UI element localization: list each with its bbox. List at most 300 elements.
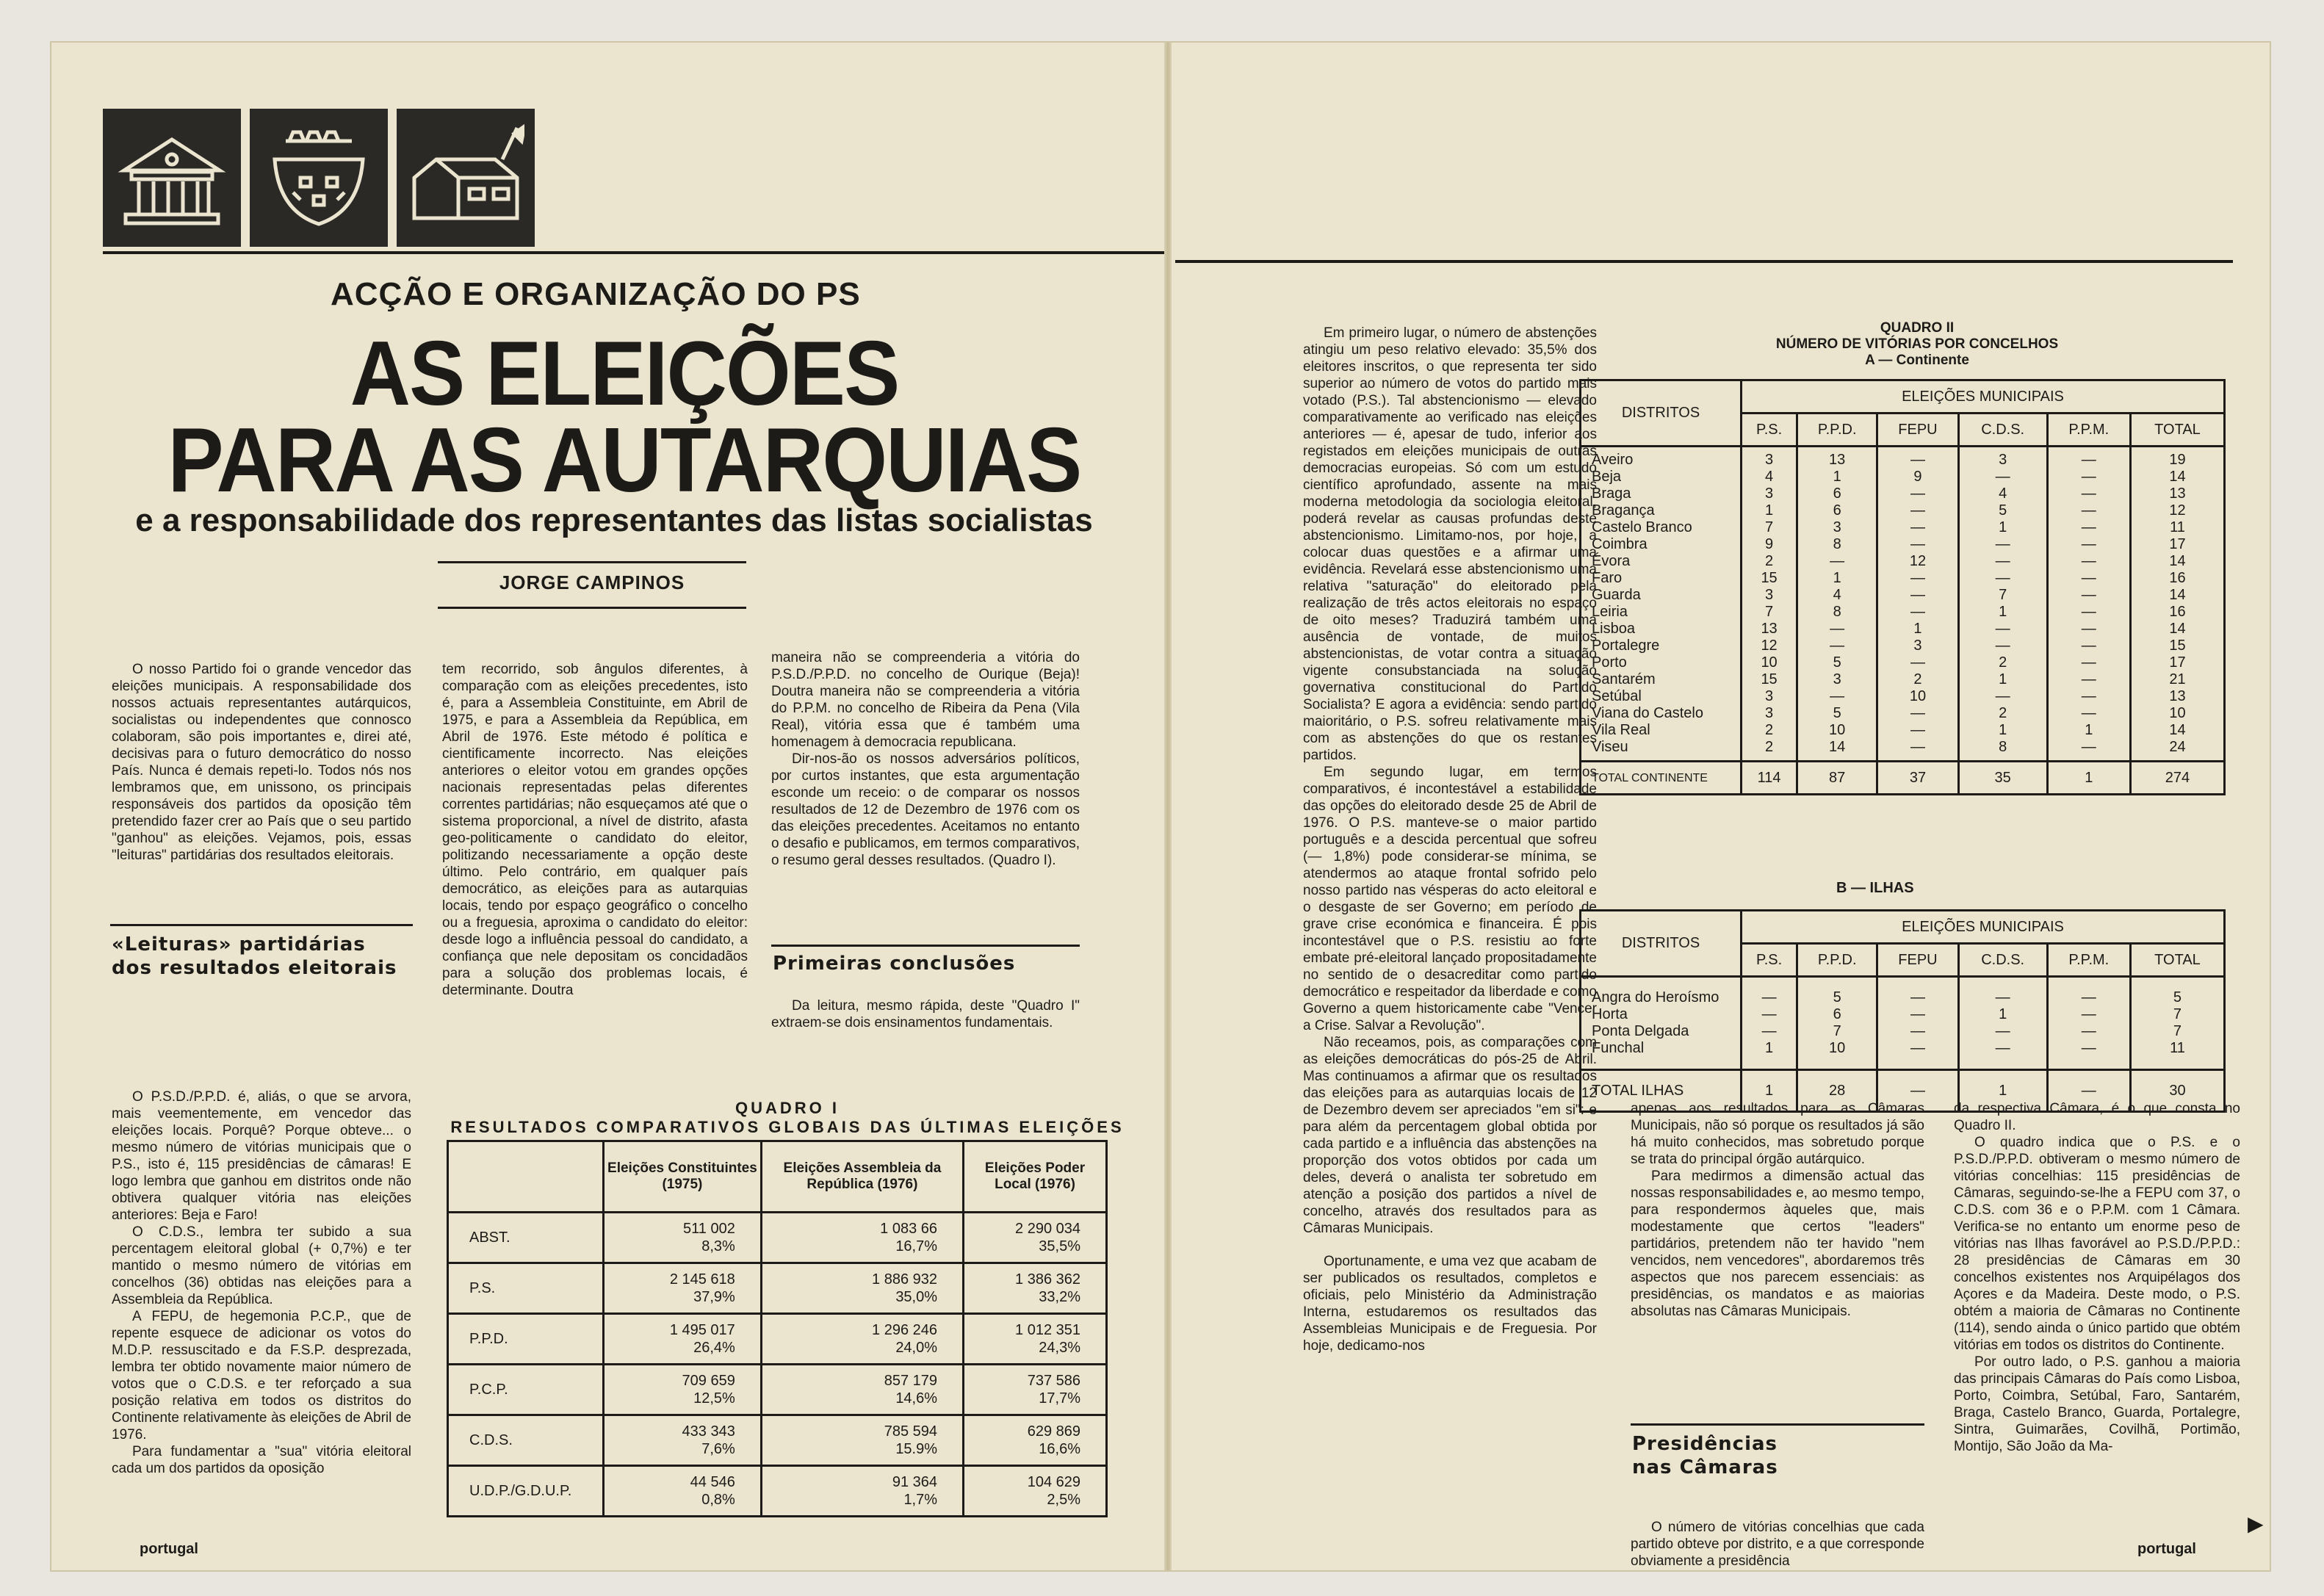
cell-percent: 33,2% (1039, 1289, 1080, 1305)
table-cell: — (1995, 1040, 2010, 1056)
table-cell: Vila Real (1592, 722, 1650, 738)
cell-percent: 24,3% (1039, 1340, 1080, 1356)
table-header: Eleições Assembleia da República (1976) (761, 1141, 963, 1213)
paragraph: Não receamos, pois, as comparações com as eleições democráticas do pós-25 de Abril. Mas continuamos a afirmar que os resultados das eleições para as autarquias locais de 12 de Dezembro devem ser apreciados "em si": e para além da percentagem global obtida por cada partido e a influência das abstenções na proporção dos votos obtidos por cada um deles, deverá o analista ter sobretudo em atenção a posição dos partidos a nível de concelho, através dos resultados para as Câmaras Municipais. (1303, 1035, 1597, 1236)
table-cell: 1 (1833, 469, 1841, 485)
table-row (448, 1466, 1107, 1517)
table-cell: Angra do Heroísmo (1592, 989, 1719, 1005)
subhead-line: Presidências (1632, 1433, 1778, 1455)
district-list (1581, 447, 1742, 762)
table-cell: 1 (1833, 570, 1841, 586)
table-cell: 4 (1765, 469, 1774, 485)
table-cell: — (1761, 1006, 1777, 1022)
table-cell: 1 (1913, 621, 1922, 637)
article-column-5 (1631, 1100, 1924, 1320)
table-cell: 6 (1833, 485, 1841, 502)
table-cell: — (1910, 502, 1925, 519)
table-cell: — (2081, 671, 2096, 687)
cell-votes: 629 869 (1027, 1423, 1080, 1440)
article-column-3b (771, 997, 1080, 1031)
paragraph: Dir-nos-ão os nossos adversários políticos, por curtos instantes, que esta argumentação esconde um receio: o de comparar os nossos resultados de 12 de Dezembro de 1976 com os das eleições precedentes. Aceitamos no entanto o desafio e publicamos, em termos comparativos, o resumo geral desses resultados. (Quadro I). (771, 751, 1080, 868)
subhead-leituras (112, 933, 397, 980)
table-cell: 5 (2173, 989, 2182, 1005)
table-total-row (1581, 1070, 2225, 1112)
table-cell: — (2081, 989, 2096, 1005)
table-row (448, 1415, 1107, 1466)
table-cell: 5 (1999, 502, 2007, 519)
right-page (1168, 43, 2270, 1570)
table-cell: — (2081, 519, 2096, 535)
table-cell: 7 (1999, 587, 2007, 603)
table-row (448, 1263, 1107, 1314)
table-cell (964, 1415, 1107, 1466)
table-cell: — (2081, 654, 2096, 671)
table-cell: 1 (1765, 502, 1774, 519)
cell-percent: 16,7% (895, 1238, 938, 1254)
table-header: P.P.D. (1797, 944, 1877, 977)
table-cell: Castelo Branco (1592, 519, 1692, 535)
table-cell: 7 (2173, 1006, 2182, 1022)
cell-votes: 2 290 034 (1015, 1221, 1080, 1237)
table-cell: 7 (1765, 519, 1774, 535)
table-cell: 10 (1761, 654, 1778, 671)
column-values (1797, 447, 1877, 762)
table-cell (761, 1314, 963, 1365)
cell-percent: 26,4% (693, 1340, 735, 1356)
table-cell: — (2081, 485, 2096, 502)
table-header-row (1581, 380, 2225, 414)
table-title-line: RESULTADOS COMPARATIVOS GLOBAIS DAS ÚLTIMAS ELEIÇÕES (450, 1118, 1125, 1136)
row-label: P.P.D. (448, 1314, 604, 1365)
table-cell (964, 1314, 1107, 1365)
table-cell: 3 (1833, 519, 1841, 535)
table-cell: 1 (1999, 519, 2007, 535)
column-values (1742, 977, 1797, 1070)
cell-percent: 8,3% (701, 1238, 735, 1254)
table-cell (604, 1466, 762, 1517)
table-cell: Coimbra (1592, 536, 1648, 552)
table-title-line: A — Continente (1865, 353, 1969, 368)
cell-percent: 37,9% (693, 1289, 735, 1305)
cell-votes: 1 012 351 (1015, 1322, 1080, 1338)
table-row (1581, 977, 2225, 1070)
table-cell: 13 (2169, 485, 2186, 502)
cell-percent: 17,7% (1039, 1390, 1080, 1407)
table-cell: 9 (1913, 469, 1922, 485)
folio-right: portugal (2137, 1541, 2196, 1557)
total-cell: 87 (1797, 762, 1877, 795)
paragraph: Em segundo lugar, em termos comparativos, é incontestável a estabilidade das opções do eleitorado desde 25 de Abril de 1976. O P.S. manteve-se o maior partido português e a descida percentual que sofreu (— 1,8%) pode considerar-se mínima, se atendermos ao ataque frontal sofrido pelo nosso partido nas vésperas do acto eleitoral e o desgaste de ser Governo; em período de grave crise económica e financeira. É pois incontestável que o P.S. resistiu ao forte embate pré-eleitoral lançado propositadamente no sentido de o desacreditar como partido democrático e respeitador da liberdade e como Governo a quem historicamente cabe "Vencer a Crise. Salvar a Revolução". (1303, 765, 1597, 1033)
column-values (1958, 447, 2047, 762)
table-cell: 19 (2169, 452, 2186, 468)
article-column-5b (1631, 1519, 1924, 1570)
article-column-2 (442, 661, 748, 999)
district-list (1581, 977, 1742, 1070)
table-cell: 10 (1829, 1040, 1846, 1056)
cell-votes: 737 586 (1027, 1373, 1080, 1389)
paragraph: da respectiva Câmara, é o que consta no Quadro II. (1954, 1101, 2240, 1133)
article-column-1b (112, 1088, 411, 1477)
total-cell: 1 (1958, 1070, 2047, 1112)
table-cell: 16 (2169, 570, 2186, 586)
table-header: Eleições Constituintes (1975) (604, 1141, 762, 1213)
table-cell: — (1910, 705, 1925, 721)
cell-votes: 1 886 932 (872, 1271, 938, 1288)
table-cell: Santarém (1592, 671, 1656, 687)
table-cell: 1 (1765, 1040, 1774, 1056)
table-cell: Ponta Delgada (1592, 1023, 1689, 1039)
table-header: Eleições Poder Local (1976) (964, 1141, 1107, 1213)
table-cell: — (1995, 1023, 2010, 1039)
cell-votes: 511 002 (683, 1221, 735, 1237)
table-cell: 2 (1765, 739, 1774, 755)
table-header (448, 1141, 604, 1213)
table-cell: 14 (2169, 587, 2186, 603)
table-cell: 10 (2169, 705, 2186, 721)
paragraph: Para medirmos a dimensão actual das nossas responsabilidades e, ao mesmo tempo, para respondermos àqueles que, mais modestamente que certos "leaders" partidários, pretendem não ter havido "nem vencidos, nem vencedores", abordaremos três aspectos que nos parecem essenciais: as presidências, os mandatos e as maiorias absolutas nas Câmaras Municipais. (1631, 1169, 1924, 1319)
column-values (2047, 977, 2130, 1070)
table-title-line: NÚMERO DE VITÓRIAS POR CONCELHOS (1775, 336, 2059, 352)
total-cell: 114 (1742, 762, 1797, 795)
paragraph: A FEPU, de hegemonia P.C.P., que de repente esquece de adicionar os votos do M.D.P. ressuscitado e da F.S.P. desprezada, lembra ter obtido novamente maior número de votos que o C.D.S. e ter reforçado a sua posição relativa em todos os distritos do Continente relativamente às eleições de Abril de 1976. (112, 1309, 411, 1442)
table-cell: 14 (2169, 553, 2186, 569)
table-row (1581, 447, 2225, 762)
total-cell: 1 (2047, 762, 2130, 795)
cell-percent: 14,6% (895, 1390, 938, 1407)
table-cell: 7 (1765, 604, 1774, 620)
table-cell (604, 1365, 762, 1415)
headline-line-2: PARA AS AUTARQUIAS (167, 410, 1081, 511)
table-cell: Beja (1592, 469, 1622, 485)
cell-percent: 35,0% (895, 1289, 938, 1305)
subhead-rule (1631, 1423, 1924, 1426)
table-cell (761, 1415, 963, 1466)
table-cell: Braga (1592, 485, 1631, 502)
table-cell: 6 (1833, 502, 1841, 519)
paragraph: apenas aos resultados para as Câmaras Municipais, não só porque os resultados já são há muito conhecidos, mas sobretudo porque se trata do principal órgão autárquico. (1631, 1101, 1924, 1167)
table-cell: 9 (1765, 536, 1774, 552)
table-cell: 5 (1833, 654, 1841, 671)
subhead-primeiras: Primeiras conclusões (773, 953, 1016, 975)
table-cell: 21 (2169, 671, 2186, 687)
table-cell: 12 (2169, 502, 2186, 519)
cell-percent: 35,5% (1039, 1238, 1080, 1254)
total-cell: 28 (1797, 1070, 1877, 1112)
table-cell: 4 (1833, 587, 1841, 603)
table-cell: 12 (1761, 638, 1778, 654)
cell-percent: 2,5% (1047, 1492, 1080, 1508)
table-cell: — (1830, 638, 1845, 654)
table-cell: — (1995, 553, 2010, 569)
table-cell: — (1910, 1023, 1925, 1039)
table-cell: 12 (1909, 553, 1927, 569)
table-cell (761, 1466, 963, 1517)
table-cell: — (1830, 621, 1845, 637)
quadro-1-table (447, 1140, 1108, 1517)
table-cell: 1 (1999, 722, 2007, 738)
column-values (1742, 447, 1797, 762)
table-cell: 2 (1765, 722, 1774, 738)
table-cell: — (2081, 604, 2096, 620)
subhead-line: nas Câmaras (1632, 1456, 1778, 1478)
column-values (2130, 977, 2224, 1070)
table-cell: 17 (2169, 536, 2186, 552)
paragraph: Da leitura, mesmo rápida, deste "Quadro I" extraem-se dois ensinamentos fundamentais. (771, 998, 1080, 1030)
cell-votes: 709 659 (682, 1373, 735, 1389)
newspaper-spread (51, 43, 2270, 1570)
subhead-rule (110, 924, 413, 926)
table-header: FEPU (1877, 944, 1958, 977)
table-row (448, 1213, 1107, 1263)
cell-percent: 16,6% (1039, 1441, 1080, 1457)
byline: JORGE CAMPINOS (499, 571, 685, 593)
total-cell: 1 (1742, 1070, 1797, 1112)
cell-percent: 15.9% (895, 1441, 938, 1457)
table-cell: — (1910, 485, 1925, 502)
table-cell: — (1761, 1023, 1777, 1039)
table-header: C.D.S. (1958, 944, 2047, 977)
table-header: C.D.S. (1958, 414, 2047, 447)
kicker: ACÇÃO E ORGANIZAÇÃO DO PS (331, 276, 861, 312)
table-cell: Évora (1592, 553, 1631, 569)
paragraph: Por outro lado, o P.S. ganhou a maioria das principais Câmaras do País como Lisboa, Porto, Coimbra, Setúbal, Faro, Santarém, Braga, Castelo Branco, Guarda, Portalegre, Sintra, Guimarães, Covilhã, Portimão, Montijo, São João da Ma- (1954, 1354, 2240, 1454)
paragraph: Para fundamentar a "sua" vitória eleitoral cada um dos partidos da oposição (112, 1444, 411, 1476)
byline-rule-top (438, 561, 746, 563)
continue-arrow-icon: ▶ (2248, 1512, 2264, 1535)
article-column-6 (1954, 1100, 2240, 1455)
paragraph: O quadro indica que o P.S. e o P.S.D./P.P.D. obtiveram o mesmo número de vitórias concelhias: 115 presidências de Câmaras, seguindo-se-lhe a FEPU com 37, o C.D.S. com 36 e o P.P.M. com 1 Câmara. Verifica-se no entanto um enorme peso de vitórias nas Ilhas favorável ao P.S.D./P.P.D.: 28 presidências de Câmaras em 30 concelhos existentes nos Arquipélagos dos Açores e da Madeira. Deste modo, o P.S. obtém a maioria de Câmaras no Continente (114), sendo ainda o único partido que obtém vitórias em todos os distritos do Continente. (1954, 1135, 2240, 1353)
table-cell: Portalegre (1592, 638, 1660, 654)
cell-votes: 1 296 246 (872, 1322, 938, 1338)
table-cell: — (1995, 621, 2010, 637)
table-cell: 11 (2170, 1040, 2185, 1056)
table-header: DISTRITOS (1581, 380, 1742, 447)
total-label: TOTAL ILHAS (1581, 1070, 1742, 1112)
subhead-rule (771, 945, 1080, 947)
table-cell: 3 (1765, 485, 1774, 502)
table-header-row (448, 1141, 1107, 1213)
table-cell: — (2081, 1040, 2096, 1056)
table-cell: — (1910, 536, 1925, 552)
table-cell: — (1995, 638, 2010, 654)
table-cell: — (1995, 989, 2010, 1005)
table-cell: Aveiro (1592, 452, 1634, 468)
column-values (1797, 977, 1877, 1070)
table-cell: 10 (1909, 688, 1927, 704)
table-cell: 5 (1833, 705, 1841, 721)
table-cell: 14 (1829, 739, 1846, 755)
table-cell (761, 1213, 963, 1263)
table-row (448, 1365, 1107, 1415)
row-label: ABST. (448, 1213, 604, 1263)
table-cell: 11 (2170, 519, 2185, 535)
quadro-2a-table (1579, 379, 2226, 795)
table-cell: — (2081, 739, 2096, 755)
paragraph: maneira não se compreenderia a vitória do P.S.D./P.P.D. no concelho de Ourique (Beja)! Doutra maneira não se compreenderia a vitória do P.P.M. no concelho de Ribeira da Pena (Vila Real), vitória essa que é também uma homenagem à democracia republicana. (771, 650, 1080, 750)
table-row (448, 1314, 1107, 1365)
cell-votes: 785 594 (884, 1423, 938, 1440)
table-cell: 10 (1829, 722, 1846, 738)
table-cell: — (2081, 621, 2096, 637)
column-values (1877, 447, 1958, 762)
table-cell: — (1910, 452, 1925, 468)
table-cell: — (1910, 1006, 1925, 1022)
column-values (2047, 447, 2130, 762)
subtitle: e a responsabilidade dos representantes das listas socialistas (135, 502, 1093, 538)
table-cell: 24 (2169, 739, 2186, 755)
table-cell: — (1995, 688, 2010, 704)
table-cell: 3 (1765, 688, 1774, 704)
row-label: U.D.P./G.D.U.P. (448, 1466, 604, 1517)
table-cell: Bragança (1592, 502, 1655, 519)
table-cell: 13 (2169, 688, 2186, 704)
table-cell: — (2081, 638, 2096, 654)
table-cell: 3 (1765, 452, 1774, 468)
subhead-line: «Leituras» partidárias (112, 934, 366, 956)
table-header: FEPU (1877, 414, 1958, 447)
table-header: P.P.M. (2047, 944, 2130, 977)
cell-votes: 857 179 (884, 1373, 938, 1389)
table-cell: — (1910, 989, 1925, 1005)
table-cell: — (1910, 604, 1925, 620)
cell-percent: 24,0% (895, 1340, 938, 1356)
table-cell: 2 (1999, 705, 2007, 721)
article-column-3 (771, 649, 1080, 869)
table-cell: — (1910, 570, 1925, 586)
table-cell: 5 (1833, 989, 1841, 1005)
table-cell: 1 (2085, 722, 2093, 738)
table-header: TOTAL (2130, 414, 2224, 447)
paragraph: O número de vitórias concelhias que cada partido obteve por distrito, e a que corresponde obviamente a presidência (1631, 1520, 1924, 1569)
table-cell: 13 (1829, 452, 1846, 468)
table-cell: Porto (1592, 654, 1627, 671)
total-label: TOTAL CONTINENTE (1581, 762, 1742, 795)
total-cell: 35 (1958, 762, 2047, 795)
quadro-2b-title: B — ILHAS (1836, 880, 1914, 896)
article-column-1 (112, 661, 411, 864)
subhead-presidencias (1632, 1432, 1778, 1479)
cell-votes: 433 343 (682, 1423, 735, 1440)
table-header: P.P.M. (2047, 414, 2130, 447)
table-cell: — (2081, 705, 2096, 721)
table-cell: Leiria (1592, 604, 1628, 620)
folio-left: portugal (140, 1541, 198, 1557)
table-cell: — (1995, 536, 2010, 552)
table-cell: 7 (2173, 1023, 2182, 1039)
cell-votes: 44 546 (690, 1474, 735, 1490)
headline-line-1: AS ELEIÇÕES (350, 323, 899, 425)
table-title-line: QUADRO I (735, 1099, 840, 1117)
total-cell: 30 (2130, 1070, 2224, 1112)
table-cell: 3 (1765, 587, 1774, 603)
headline (165, 323, 1083, 511)
table-cell: 2 (1765, 553, 1774, 569)
byline-rule-bottom (438, 607, 746, 609)
total-cell: — (1877, 1070, 1958, 1112)
table-cell: 2 (1999, 654, 2007, 671)
table-cell: — (2081, 502, 2096, 519)
paragraph: Oportunamente, e uma vez que acabam de ser publicados os resultados, completos e oficiais, pelo Ministério da Administração Interna, estudaremos os resultados das Assembleias Municipais e de Freguesia. Por hoje, dedicamo-nos (1303, 1254, 1597, 1354)
paragraph: Em primeiro lugar, o número de abstenções atingiu um peso relativo elevado: 35,5% dos eleitores inscritos, o que representa ter sido superior ao número de votos do partido mais votado (P.S.). Tal abstencionismo — elevado comparativamente ao verificado nas eleições anteriores — é, apesar de tudo, inferior aos registados em eleições municipais de outras democracias europeias. Só com um estudo científico aprofundado, assente na mais moderna metodologia da sociologia eleitoral, poderá revelar as causas profundas deste abstencionismo. Limitamo-nos, por hoje, a colocar duas questões e a afirmar uma evidência. Revelará esse abstencionismo uma relativa "saturação" do eleitorado pela realização de três actos eleitorais no espaço de oito meses? Traduzirá também uma ausência de vontade, de muitos abstencionistas, de votar contra a situação vigente consubstanciada na solução governativa constitucional do Partido Socialista? E agora a evidência: sendo partido maioritário, o P.S. sofreu relativamente mais com as abstenções do que os restantes partidos. (1303, 325, 1597, 763)
table-cell: 1 (1999, 671, 2007, 687)
table-cell: — (1910, 654, 1925, 671)
table-total-row (1581, 762, 2225, 795)
table-cell (761, 1263, 963, 1314)
table-cell: Faro (1592, 570, 1623, 586)
table-cell (604, 1415, 762, 1466)
paragraph: O nosso Partido foi o grande vencedor das eleições municipais. A responsabilidade dos nossos actuais representantes autárquicos, socialistas ou independentes que connosco colaboram, são pois importantes e, direi até, decisivas para o futuro democrático do nosso País. Nunca é demais repeti-lo. Todos nós nos lembramos que, em unissono, os principais responsáveis dos partidos da oposição têm pretendido fazer crer ao País que o seu partido "ganhou" as eleições. Vejamos, pois, essas "leituras" partidárias dos resultados eleitorais. (112, 662, 411, 863)
table-cell: Setúbal (1592, 688, 1642, 704)
cell-votes: 1 386 362 (1015, 1271, 1080, 1288)
table-header: DISTRITOS (1581, 911, 1742, 977)
table-cell: 15 (2169, 638, 2186, 654)
table-cell: — (2081, 1023, 2096, 1039)
table-cell: 8 (1999, 739, 2007, 755)
table-cell: 1 (1999, 1006, 2007, 1022)
header-rule (103, 251, 1168, 254)
cell-votes: 1 083 66 (880, 1221, 938, 1237)
table-cell: — (1830, 553, 1845, 569)
table-cell: 3 (1833, 671, 1841, 687)
table-cell (964, 1263, 1107, 1314)
table-cell: 15 (1761, 570, 1778, 586)
table-cell: — (1910, 587, 1925, 603)
table-cell: Funchal (1592, 1040, 1645, 1056)
table-cell (604, 1213, 762, 1263)
table-cell (761, 1365, 963, 1415)
cell-percent: 12,5% (693, 1390, 735, 1407)
table-cell: 1 (1999, 604, 2007, 620)
paragraph: O P.S.D./P.P.D. é, aliás, o que se arvora, mais veementemente, em vencedor das eleições locais. Porquê? Porque obteve... o mesmo número de vitórias municipais que o P.S., isto é, 115 presidências de câmaras! E logo lembra que ganhou em distritos onde não obtivera qualquer vitória nas eleições anteriores: Beja e Faro! (112, 1089, 411, 1223)
table-cell: — (2081, 587, 2096, 603)
table-cell: — (1910, 519, 1925, 535)
row-label: P.S. (448, 1263, 604, 1314)
village-house-icon (397, 109, 535, 247)
table-cell: 14 (2169, 722, 2186, 738)
table-cell: — (1910, 1040, 1925, 1056)
table-header: ELEIÇÕES MUNICIPAIS (1742, 380, 2225, 414)
table-cell: Guarda (1592, 587, 1641, 603)
table-cell: 16 (2169, 604, 2186, 620)
header-rule-right (1175, 260, 2233, 263)
heraldic-shield-icon (250, 109, 388, 247)
table-cell: — (1761, 989, 1777, 1005)
total-cell: 37 (1877, 762, 1958, 795)
table-cell: — (2081, 536, 2096, 552)
table-header-row (1581, 911, 2225, 944)
row-label: C.D.S. (448, 1415, 604, 1466)
table-cell: — (1830, 688, 1845, 704)
table-cell: 2 (1913, 671, 1922, 687)
table-cell: Lisboa (1592, 621, 1635, 637)
table-cell: — (2081, 570, 2096, 586)
table-cell: — (2081, 469, 2096, 485)
table-cell: — (2081, 1006, 2096, 1022)
column-values (1877, 977, 1958, 1070)
table-cell: 14 (2169, 469, 2186, 485)
left-page (51, 43, 1168, 1570)
cell-votes: 104 629 (1027, 1474, 1080, 1490)
table-header: P.S. (1742, 944, 1797, 977)
table-cell: 17 (2169, 654, 2186, 671)
table-cell: 3 (1999, 452, 2007, 468)
total-cell: 274 (2130, 762, 2224, 795)
table-cell: Viana do Castelo (1592, 705, 1703, 721)
table-cell: — (1910, 722, 1925, 738)
table-cell (604, 1314, 762, 1365)
table-cell: — (1910, 739, 1925, 755)
quadro-2b-table (1579, 909, 2226, 1113)
